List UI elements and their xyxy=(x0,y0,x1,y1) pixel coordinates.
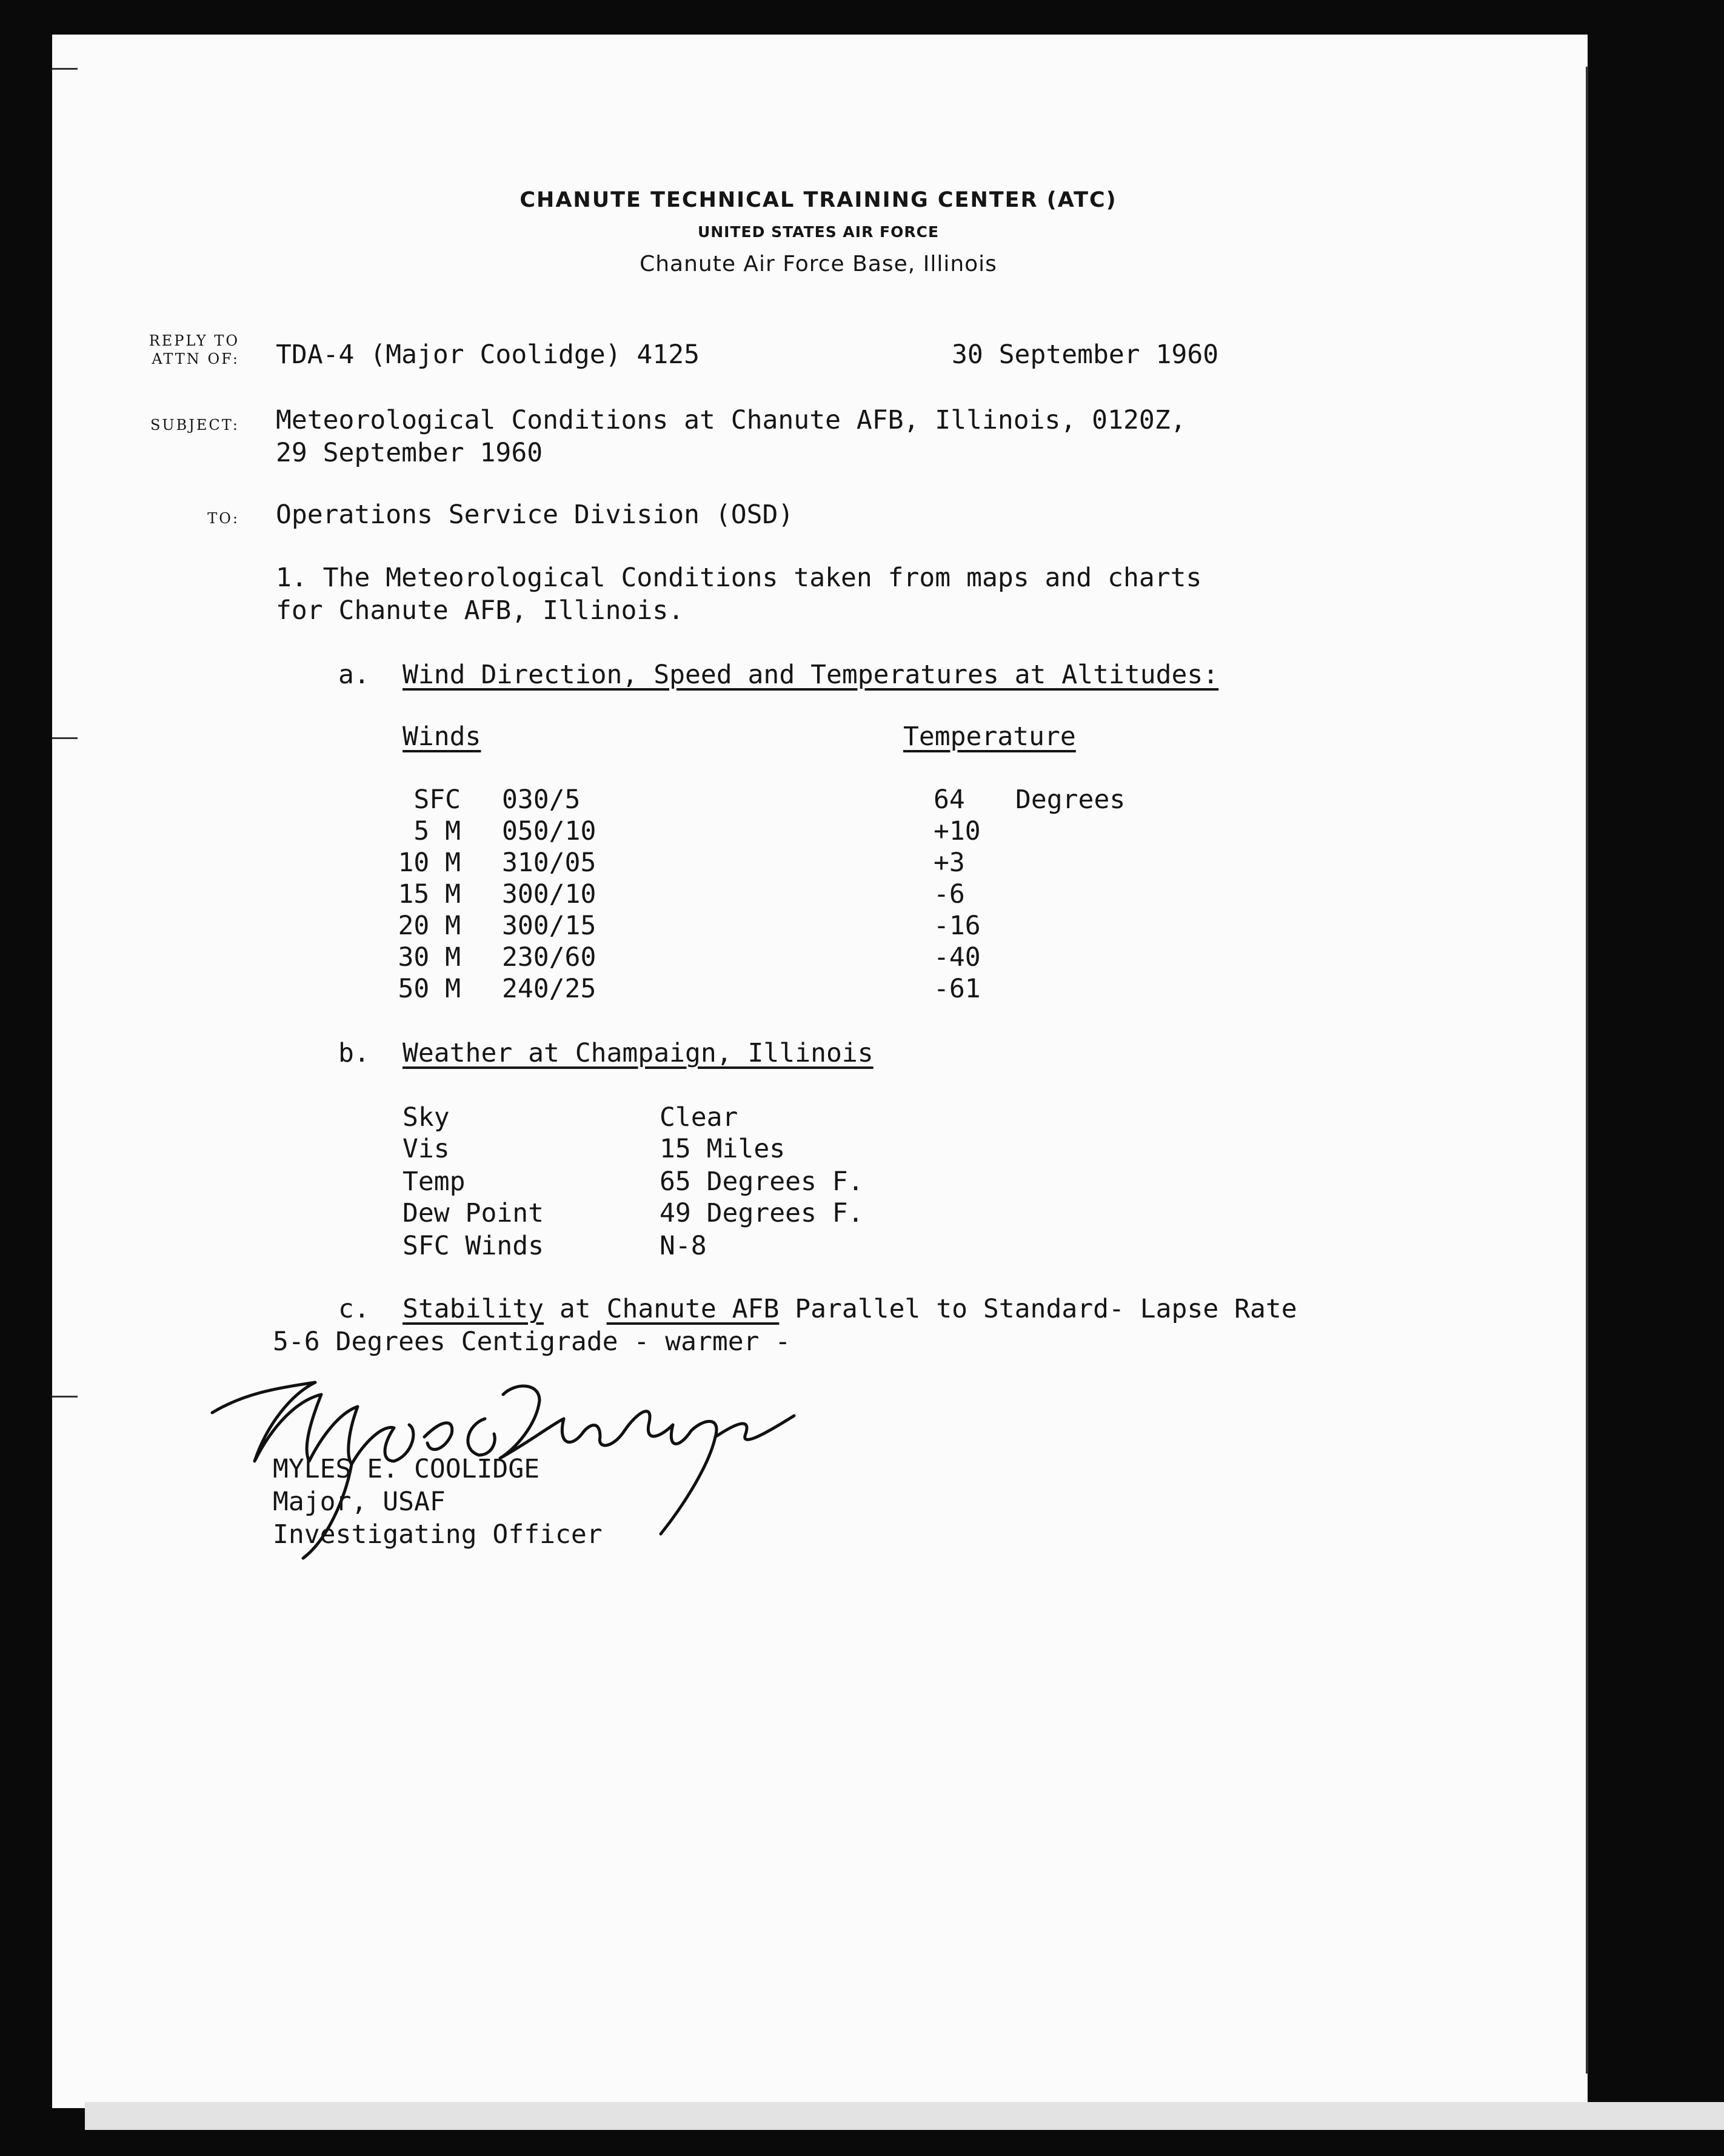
weather-label: Dew Point xyxy=(403,1198,544,1228)
weather-label: Sky xyxy=(403,1102,450,1133)
weather-value: Clear xyxy=(660,1102,738,1133)
weather-value: 15 Miles xyxy=(660,1134,786,1164)
weather-value: 49 Degrees F. xyxy=(660,1198,864,1228)
subject-line1: Meteorological Conditions at Chanute AFB, Illinois, 0120Z, xyxy=(276,405,1186,435)
wind-cell: 050/10 xyxy=(502,816,596,846)
scan-margin xyxy=(85,2102,1724,2130)
wind-cell: 300/10 xyxy=(502,879,596,909)
section-c-rest: Parallel to Standard- Lapse Rate xyxy=(795,1294,1297,1324)
temp-cell: +10 xyxy=(934,816,981,846)
wind-cell: 230/60 xyxy=(502,942,596,973)
signer-title: Investigating Officer xyxy=(273,1519,603,1550)
subject-label: SUBJECT: xyxy=(150,417,239,434)
section-c-line2: 5-6 Degrees Centigrade - warmer - xyxy=(273,1327,791,1357)
edge-tick xyxy=(52,1396,78,1398)
reply-label xyxy=(124,332,239,368)
section-c-word-chanute: Chanute AFB xyxy=(606,1294,780,1324)
alt-cell: 10 M xyxy=(398,848,461,878)
letter-date: 30 September 1960 xyxy=(952,340,1219,370)
temp-cell: 64 xyxy=(934,785,965,815)
section-a-marker: a. xyxy=(338,660,370,690)
weather-label: Vis xyxy=(403,1134,450,1164)
letterhead-service: UNITED STATES AIR FORCE xyxy=(697,223,940,241)
to-label: TO: xyxy=(207,510,239,527)
weather-label: SFC Winds xyxy=(403,1231,544,1261)
edge-tick xyxy=(52,737,78,739)
temp-cell: +3 xyxy=(934,848,965,878)
reply-label-line1: REPLY TO xyxy=(149,332,239,349)
temp-cell: -40 xyxy=(934,942,981,973)
section-a-title: Wind Direction, Speed and Temperatures at Altitudes: xyxy=(403,660,1219,690)
para1-line1: 1. The Meteorological Conditions taken from maps and charts xyxy=(276,563,1202,593)
reply-label-line2: ATTN OF: xyxy=(152,350,239,367)
weather-label: Temp xyxy=(403,1167,466,1197)
temp-cell: -16 xyxy=(934,911,981,941)
section-c-word-stability: Stability xyxy=(403,1294,544,1324)
alt-cell: 15 M xyxy=(398,879,461,909)
wind-cell: 310/05 xyxy=(502,848,596,878)
section-c-word-at: at xyxy=(559,1294,591,1324)
section-c-line1 xyxy=(403,1294,1297,1324)
edge-tick xyxy=(52,68,78,70)
reply-value: TDA-4 (Major Coolidge) 4125 xyxy=(276,340,700,370)
page-edge-line xyxy=(1586,67,1588,2074)
signer-name: MYLES E. COOLIDGE xyxy=(273,1454,540,1484)
winds-header: Winds xyxy=(403,721,481,752)
letterhead-location: Chanute Air Force Base, Illinois xyxy=(640,252,997,276)
wind-cell: 300/15 xyxy=(502,911,596,941)
temp-unit: Degrees xyxy=(1015,785,1126,815)
alt-cell: 50 M xyxy=(398,974,461,1004)
weather-value: N-8 xyxy=(660,1231,707,1261)
alt-cell: 5 M xyxy=(413,816,461,846)
section-c-marker: c. xyxy=(338,1294,370,1324)
signer-rank: Major, USAF xyxy=(273,1487,446,1517)
weather-value: 65 Degrees F. xyxy=(660,1167,864,1197)
wind-cell: 030/5 xyxy=(502,785,581,815)
temp-cell: -6 xyxy=(934,879,965,909)
subject-line2: 29 September 1960 xyxy=(276,438,543,468)
to-value: Operations Service Division (OSD) xyxy=(276,500,794,530)
letterhead-org: CHANUTE TECHNICAL TRAINING CENTER (ATC) xyxy=(520,188,1117,212)
temperature-header: Temperature xyxy=(903,721,1076,752)
alt-cell: 30 M xyxy=(398,942,461,973)
alt-cell: SFC xyxy=(413,785,461,815)
temp-cell: -61 xyxy=(934,974,981,1004)
wind-cell: 240/25 xyxy=(502,974,596,1004)
para1-line2: for Chanute AFB, Illinois. xyxy=(276,595,684,626)
section-b-marker: b. xyxy=(338,1038,370,1068)
section-b-title: Weather at Champaign, Illinois xyxy=(403,1038,874,1068)
alt-cell: 20 M xyxy=(398,911,461,941)
